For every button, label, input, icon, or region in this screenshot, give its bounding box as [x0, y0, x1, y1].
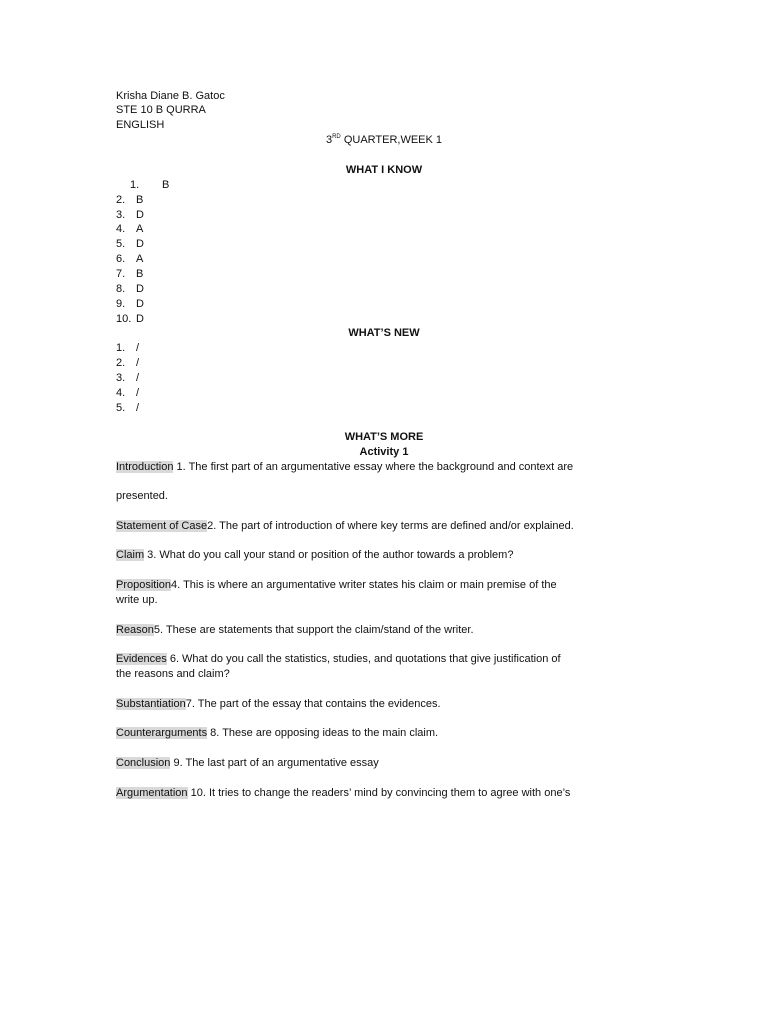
activity-item [116, 548, 513, 562]
item-number: 9. [116, 298, 126, 310]
item-definition-continued: write up. [116, 594, 158, 606]
item-definition: 9. The last part of an argumentative essay [170, 757, 379, 769]
list-item [116, 297, 144, 311]
item-number: 4. [116, 387, 126, 399]
highlighted-term: Substantiation [116, 698, 186, 710]
list-item [116, 267, 143, 281]
item-number: 1. [130, 179, 140, 191]
item-number: 5. [116, 402, 126, 414]
quarter-superscript: RD [332, 134, 341, 140]
item-answer: D [136, 283, 144, 295]
item-answer: / [136, 357, 140, 369]
item-answer: D [136, 238, 144, 250]
highlighted-term: Claim [116, 549, 145, 561]
highlighted-term: Argumentation [116, 787, 188, 799]
student-name: Krisha Diane B. Gatoc [116, 90, 225, 102]
item-answer: B [162, 179, 170, 191]
list-item [116, 193, 143, 207]
quarter-text: QUARTER,WEEK 1 [340, 134, 443, 146]
list-item [116, 386, 139, 400]
highlighted-term: Statement of Case [116, 520, 208, 532]
item-answer: B [136, 268, 144, 280]
item-answer: / [136, 342, 140, 354]
item-answer: B [136, 194, 144, 206]
activity-title: Activity 1 [359, 446, 409, 458]
list-item [116, 252, 143, 266]
item-definition: 8. These are opposing ideas to the main claim. [207, 727, 439, 739]
item-answer: / [136, 402, 140, 414]
list-item [116, 208, 144, 222]
item-answer: D [136, 298, 144, 310]
student-section: STE 10 B QURRA [116, 104, 206, 116]
list-item [116, 222, 143, 236]
whats-new-title: WHAT’S NEW [348, 327, 420, 339]
activity-item [116, 697, 441, 711]
activity-item [116, 460, 573, 474]
item-answer: / [136, 372, 140, 384]
item-number: 2. [116, 357, 126, 369]
item-number: 3. [116, 209, 126, 221]
activity-item [116, 623, 474, 637]
list-item [116, 356, 139, 370]
item-answer: A [136, 223, 144, 235]
activity-item [116, 652, 561, 666]
what-i-know-title: WHAT I KNOW [345, 164, 423, 176]
highlighted-term: Evidences [116, 653, 167, 665]
item-answer: D [136, 209, 144, 221]
item-number: 7. [116, 268, 126, 280]
whats-more-title: WHAT’S MORE [344, 431, 424, 443]
highlighted-term: Reason [116, 624, 154, 636]
activity-item [116, 786, 570, 800]
item-definition-continued: presented. [116, 490, 168, 502]
item-definition: 3. What do you call your stand or position of the author towards a problem? [144, 549, 514, 561]
item-number: 3. [116, 372, 126, 384]
list-item [116, 312, 144, 326]
item-definition: 10. It tries to change the readers’ mind by convincing them to agree with one’s [187, 787, 571, 799]
activity-item [116, 519, 574, 533]
item-definition: 1. The first part of an argumentative essay where the background and context are [173, 461, 574, 473]
activity-item [116, 578, 557, 592]
item-definition-continued: the reasons and claim? [116, 668, 230, 680]
highlighted-term: Introduction [116, 461, 174, 473]
item-definition: 6. What do you call the statistics, studies, and quotations that give justification of [166, 653, 561, 665]
list-item [116, 371, 139, 385]
item-answer: / [136, 387, 140, 399]
quarter-number: 3 [325, 134, 333, 146]
item-number: 2. [116, 194, 126, 206]
highlighted-term: Conclusion [116, 757, 171, 769]
highlighted-term: Proposition [116, 579, 172, 591]
item-number: 10. [116, 313, 132, 325]
activity-item [116, 756, 379, 770]
list-item [116, 341, 139, 355]
item-definition: 4. This is where an argumentative writer states his claim or main premise of the [171, 579, 557, 591]
item-number: 1. [116, 342, 126, 354]
quarter-heading [0, 133, 768, 147]
item-definition: 2. The part of introduction of where key terms are defined and/or explained. [207, 520, 574, 532]
list-item [116, 237, 144, 251]
item-answer: A [136, 253, 144, 265]
item-number: 5. [116, 238, 126, 250]
item-number: 6. [116, 253, 126, 265]
activity-item [116, 726, 438, 740]
item-answer: D [136, 313, 144, 325]
subject-label: ENGLISH [116, 119, 165, 131]
item-definition: 5. These are statements that support the claim/stand of the writer. [153, 624, 474, 636]
item-number: 8. [116, 283, 126, 295]
item-number: 4. [116, 223, 126, 235]
item-definition: 7. The part of the essay that contains the evidences. [185, 698, 441, 710]
highlighted-term: Counterarguments [116, 727, 208, 739]
list-item [116, 282, 144, 296]
list-item [116, 401, 139, 415]
list-item [130, 178, 169, 192]
